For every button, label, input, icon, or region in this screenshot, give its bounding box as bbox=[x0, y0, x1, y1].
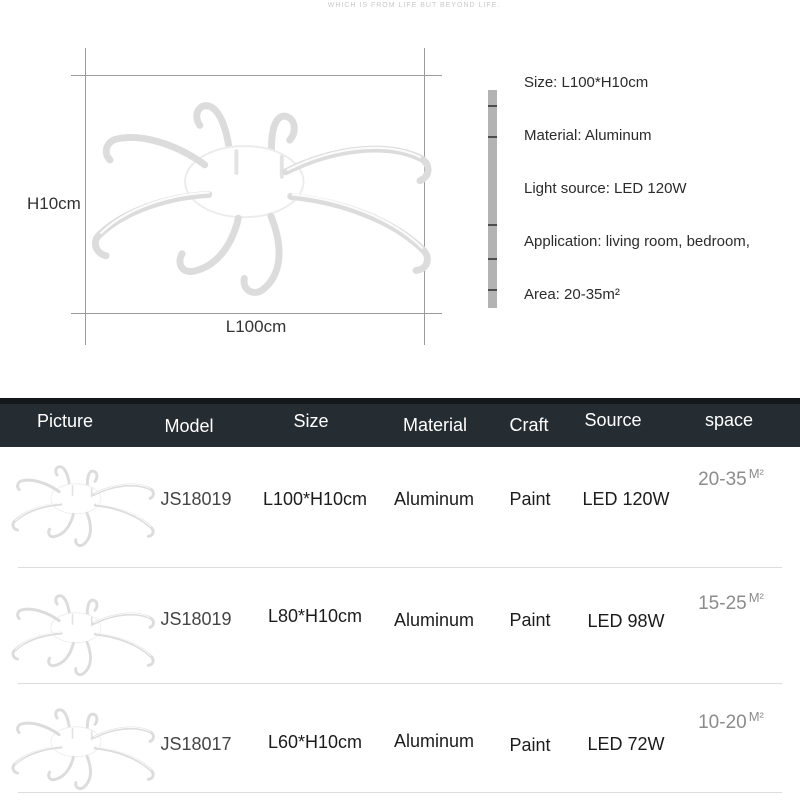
cell-model: JS18017 bbox=[160, 734, 232, 754]
cell-craft: Paint bbox=[509, 735, 551, 755]
spec-ruler bbox=[488, 90, 497, 308]
cell-space bbox=[666, 590, 796, 615]
spec-item-application: Application: living room, bedroom, bbox=[524, 233, 750, 250]
space-value: 10-20 bbox=[698, 712, 747, 733]
space-unit: M² bbox=[748, 466, 764, 481]
product-thumbnail bbox=[10, 584, 160, 682]
cell-size: L80*H10cm bbox=[267, 606, 363, 626]
cell-size: L60*H10cm bbox=[267, 732, 363, 752]
cell-material: Aluminum bbox=[393, 731, 475, 751]
height-label: H10cm bbox=[27, 194, 81, 213]
row-separator bbox=[18, 792, 782, 793]
cell-source: LED 98W bbox=[587, 611, 665, 631]
space-value: 20-35 bbox=[698, 469, 747, 490]
table-row bbox=[0, 684, 800, 792]
dimension-line-top bbox=[71, 75, 442, 76]
spec-item-light-source: Light source: LED 120W bbox=[524, 180, 687, 197]
spec-item-area: Area: 20-35m² bbox=[524, 286, 620, 303]
space-value: 15-25 bbox=[698, 593, 747, 614]
cell-model: JS18019 bbox=[160, 489, 232, 509]
cell-space bbox=[666, 709, 796, 734]
space-unit: M² bbox=[748, 709, 764, 724]
column-header-size: Size bbox=[293, 411, 329, 431]
cell-model: JS18019 bbox=[160, 609, 232, 629]
length-label: L100cm bbox=[225, 317, 287, 336]
ruler-tick bbox=[488, 136, 497, 138]
column-header-space: space bbox=[704, 410, 754, 430]
cell-material: Aluminum bbox=[393, 610, 475, 630]
ruler-tick bbox=[488, 289, 497, 291]
cell-craft: Paint bbox=[509, 610, 551, 630]
column-header-craft: Craft bbox=[509, 415, 549, 435]
cell-size: L100*H10cm bbox=[262, 489, 368, 509]
cell-space bbox=[666, 466, 796, 491]
cell-material: Aluminum bbox=[393, 489, 475, 509]
column-header-source: Source bbox=[584, 410, 642, 430]
table-row bbox=[0, 568, 800, 683]
cell-craft: Paint bbox=[509, 489, 551, 509]
column-header-picture: Picture bbox=[36, 411, 94, 431]
spec-item-size: Size: L100*H10cm bbox=[524, 74, 649, 91]
cell-source: LED 120W bbox=[582, 489, 670, 509]
brand-tagline: WHICH IS FROM LIFE BUT BEYOND LIFE. bbox=[327, 2, 501, 9]
product-photo bbox=[88, 78, 444, 310]
cell-source: LED 72W bbox=[587, 734, 665, 754]
ruler-tick bbox=[488, 258, 497, 260]
table-header bbox=[0, 398, 800, 447]
dimension-line-bottom bbox=[71, 313, 442, 314]
column-header-material: Material bbox=[402, 415, 468, 435]
dimension-line-left bbox=[85, 48, 86, 345]
table-row bbox=[0, 447, 800, 567]
ruler-tick bbox=[488, 105, 497, 107]
column-header-model: Model bbox=[164, 416, 214, 436]
ruler-tick bbox=[488, 224, 497, 226]
spec-list bbox=[524, 74, 750, 339]
spec-item-material: Material: Aluminum bbox=[524, 127, 652, 144]
space-unit: M² bbox=[748, 590, 764, 605]
